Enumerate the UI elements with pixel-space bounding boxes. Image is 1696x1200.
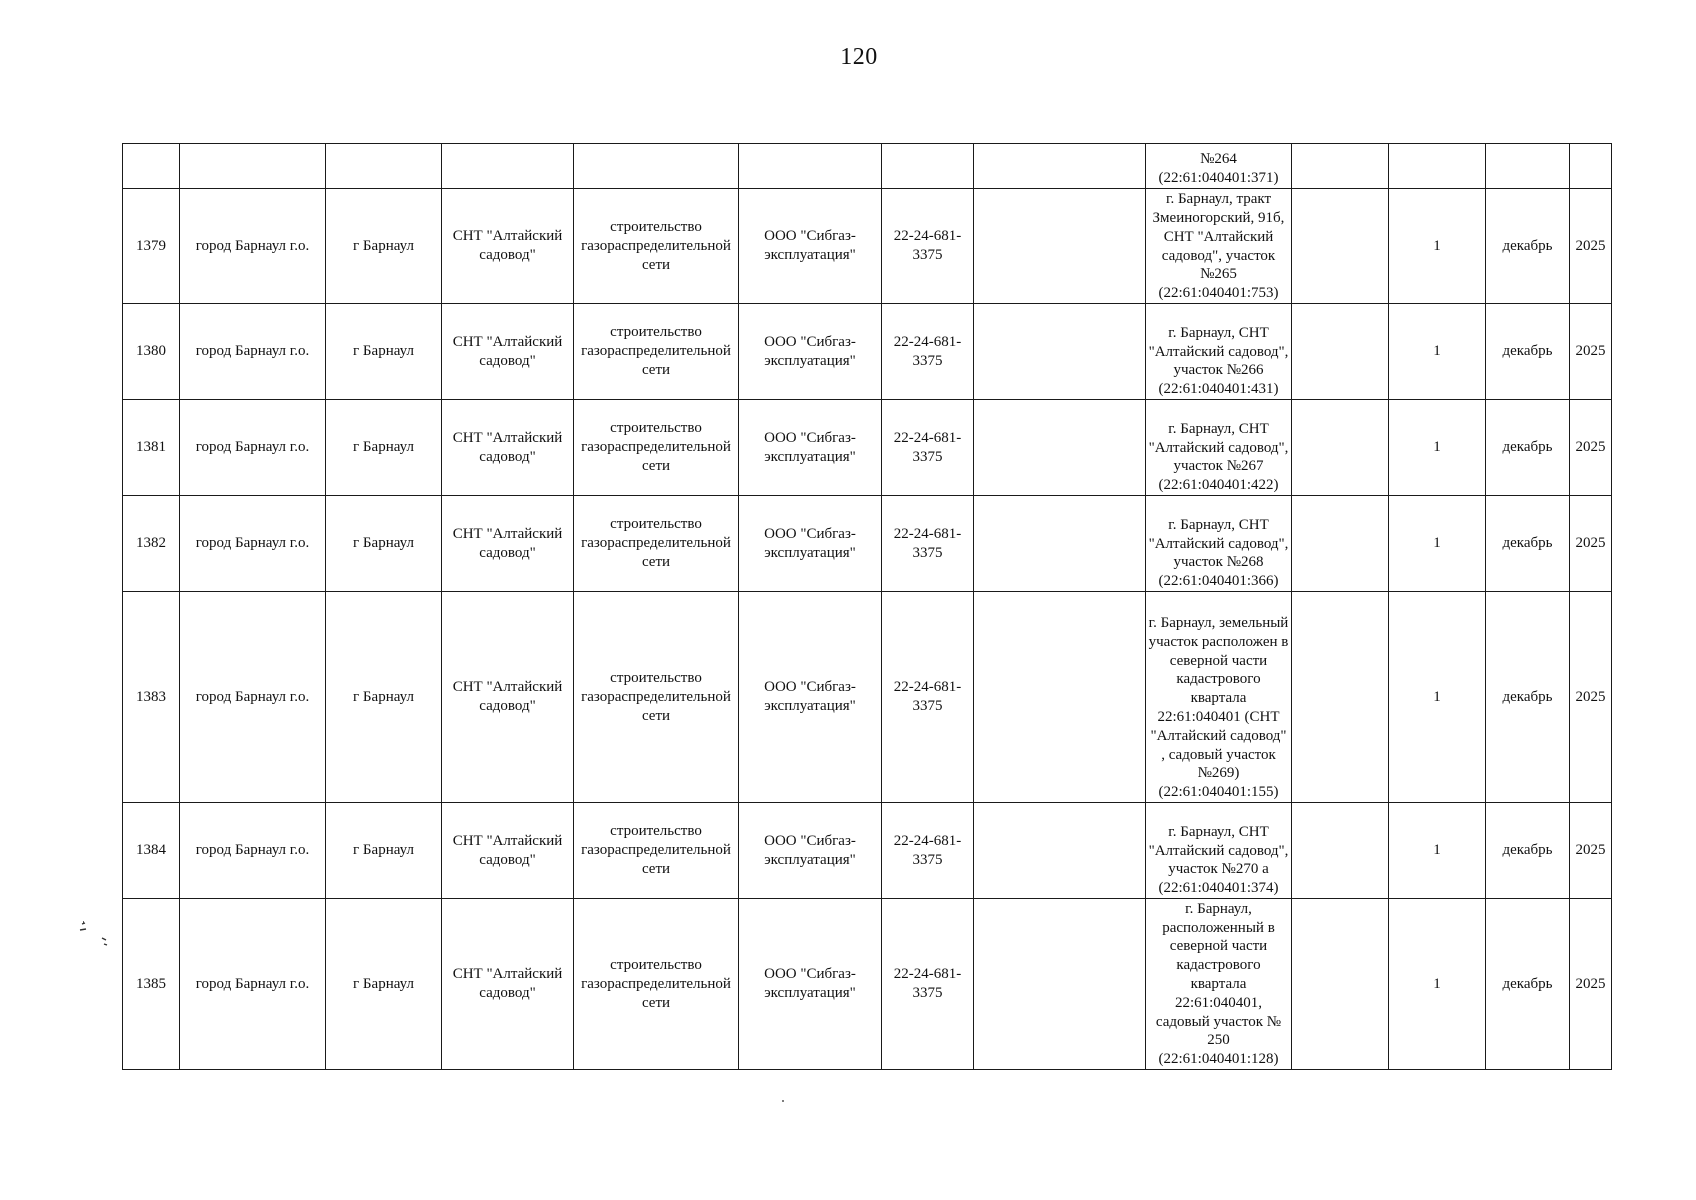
cell-work-type: строительство газораспределительной сети	[574, 592, 739, 803]
cell-settlement: г Барнаул	[326, 899, 442, 1070]
scan-dot	[782, 1100, 784, 1102]
table-row	[123, 899, 1612, 1070]
cell-object: СНТ "Алтайский садовод"	[442, 189, 574, 304]
cell-empty	[1292, 304, 1389, 400]
cell-empty	[180, 144, 326, 189]
cell-empty	[326, 144, 442, 189]
cell-settlement: г Барнаул	[326, 592, 442, 803]
cell-object: СНТ "Алтайский садовод"	[442, 496, 574, 592]
cell-code: 22-24-681-3375	[882, 304, 974, 400]
cell-organization: ООО "Сибгаз-эксплуатация"	[739, 496, 882, 592]
cell-municipality: город Барнаул г.о.	[180, 803, 326, 899]
cell-work-type: строительство газораспределительной сети	[574, 400, 739, 496]
cell-organization: ООО "Сибгаз-эксплуатация"	[739, 899, 882, 1070]
cell-empty	[1389, 144, 1486, 189]
cell-object: СНТ "Алтайский садовод"	[442, 592, 574, 803]
cell-month: декабрь	[1486, 592, 1570, 803]
cell-row-number: 1381	[123, 400, 180, 496]
cell-address: г. Барнаул, СНТ "Алтайский садовод", участок №267 (22:61:040401:422)	[1146, 400, 1292, 496]
cell-object: СНТ "Алтайский садовод"	[442, 899, 574, 1070]
cell-code: 22-24-681-3375	[882, 592, 974, 803]
table-row	[123, 803, 1612, 899]
cell-year: 2025	[1570, 592, 1612, 803]
table-row	[123, 496, 1612, 592]
cell-year: 2025	[1570, 400, 1612, 496]
cell-empty	[1292, 496, 1389, 592]
cell-empty	[974, 803, 1146, 899]
cell-address: г. Барнаул, тракт Змеиногорский, 91б, СНТ "Алтайский садовод", участок №265 (22:61:040401:753)	[1146, 189, 1292, 304]
cell-year: 2025	[1570, 496, 1612, 592]
cell-settlement: г Барнаул	[326, 304, 442, 400]
cell-address: г. Барнаул, СНТ "Алтайский садовод", участок №266 (22:61:040401:431)	[1146, 304, 1292, 400]
cell-quantity: 1	[1389, 400, 1486, 496]
cell-row-number: 1382	[123, 496, 180, 592]
cell-quantity: 1	[1389, 304, 1486, 400]
cell-municipality: город Барнаул г.о.	[180, 592, 326, 803]
cell-municipality: город Барнаул г.о.	[180, 189, 326, 304]
cell-object: СНТ "Алтайский садовод"	[442, 304, 574, 400]
cell-quantity: 1	[1389, 189, 1486, 304]
cell-address: г. Барнаул, СНТ "Алтайский садовод", участок №270 а (22:61:040401:374)	[1146, 803, 1292, 899]
cell-empty	[1570, 144, 1612, 189]
cell-empty	[739, 144, 882, 189]
cell-empty	[974, 189, 1146, 304]
cell-address: №264 (22:61:040401:371)	[1146, 144, 1292, 189]
cell-organization: ООО "Сибгаз-эксплуатация"	[739, 592, 882, 803]
cell-municipality: город Барнаул г.о.	[180, 496, 326, 592]
cell-empty	[1292, 400, 1389, 496]
cell-empty	[974, 304, 1146, 400]
cell-object: СНТ "Алтайский садовод"	[442, 400, 574, 496]
cell-empty	[1292, 803, 1389, 899]
scan-specks	[78, 918, 114, 954]
cell-empty	[1292, 189, 1389, 304]
cell-empty	[1292, 899, 1389, 1070]
cell-quantity: 1	[1389, 803, 1486, 899]
table-row	[123, 189, 1612, 304]
cell-empty	[1486, 144, 1570, 189]
cell-year: 2025	[1570, 803, 1612, 899]
cell-month: декабрь	[1486, 803, 1570, 899]
cell-municipality: город Барнаул г.о.	[180, 304, 326, 400]
register-table	[122, 143, 1612, 1070]
cell-row-number: 1379	[123, 189, 180, 304]
cell-organization: ООО "Сибгаз-эксплуатация"	[739, 189, 882, 304]
cell-work-type: строительство газораспределительной сети	[574, 189, 739, 304]
cell-municipality: город Барнаул г.о.	[180, 400, 326, 496]
cell-empty	[442, 144, 574, 189]
cell-empty	[574, 144, 739, 189]
cell-row-number: 1380	[123, 304, 180, 400]
cell-empty	[123, 144, 180, 189]
cell-year: 2025	[1570, 189, 1612, 304]
cell-year: 2025	[1570, 304, 1612, 400]
cell-empty	[974, 400, 1146, 496]
cell-empty	[974, 899, 1146, 1070]
cell-row-number: 1385	[123, 899, 180, 1070]
table-row	[123, 400, 1612, 496]
cell-organization: ООО "Сибгаз-эксплуатация"	[739, 304, 882, 400]
cell-row-number: 1383	[123, 592, 180, 803]
cell-settlement: г Барнаул	[326, 189, 442, 304]
cell-empty	[974, 144, 1146, 189]
cell-code: 22-24-681-3375	[882, 189, 974, 304]
cell-settlement: г Барнаул	[326, 496, 442, 592]
cell-code: 22-24-681-3375	[882, 803, 974, 899]
cell-code: 22-24-681-3375	[882, 400, 974, 496]
cell-month: декабрь	[1486, 496, 1570, 592]
cell-organization: ООО "Сибгаз-эксплуатация"	[739, 803, 882, 899]
cell-month: декабрь	[1486, 189, 1570, 304]
cell-work-type: строительство газораспределительной сети	[574, 496, 739, 592]
cell-year: 2025	[1570, 899, 1612, 1070]
cell-address: г. Барнаул, СНТ "Алтайский садовод", участок №268 (22:61:040401:366)	[1146, 496, 1292, 592]
cell-work-type: строительство газораспределительной сети	[574, 803, 739, 899]
cell-empty	[974, 592, 1146, 803]
cell-organization: ООО "Сибгаз-эксплуатация"	[739, 400, 882, 496]
cell-empty	[882, 144, 974, 189]
table-row-continuation	[123, 144, 1612, 189]
cell-address: г. Барнаул, расположенный в северной части кадастрового квартала 22:61:040401, садовый участок № 250 (22:61:040401:128)	[1146, 899, 1292, 1070]
cell-quantity: 1	[1389, 592, 1486, 803]
table-row	[123, 304, 1612, 400]
cell-settlement: г Барнаул	[326, 803, 442, 899]
cell-code: 22-24-681-3375	[882, 899, 974, 1070]
cell-empty	[974, 496, 1146, 592]
cell-settlement: г Барнаул	[326, 400, 442, 496]
cell-object: СНТ "Алтайский садовод"	[442, 803, 574, 899]
cell-municipality: город Барнаул г.о.	[180, 899, 326, 1070]
cell-month: декабрь	[1486, 304, 1570, 400]
cell-code: 22-24-681-3375	[882, 496, 974, 592]
cell-row-number: 1384	[123, 803, 180, 899]
table-row	[123, 592, 1612, 803]
cell-address: г. Барнаул, земельный участок расположен в северной части кадастрового квартала 22:61:040401 (СНТ "Алтайский садовод" , садовый участок №269) (22:61:040401:155)	[1146, 592, 1292, 803]
cell-quantity: 1	[1389, 496, 1486, 592]
cell-month: декабрь	[1486, 400, 1570, 496]
cell-month: декабрь	[1486, 899, 1570, 1070]
cell-quantity: 1	[1389, 899, 1486, 1070]
page-number: 120	[840, 44, 878, 70]
cell-empty	[1292, 592, 1389, 803]
cell-work-type: строительство газораспределительной сети	[574, 899, 739, 1070]
cell-empty	[1292, 144, 1389, 189]
cell-work-type: строительство газораспределительной сети	[574, 304, 739, 400]
